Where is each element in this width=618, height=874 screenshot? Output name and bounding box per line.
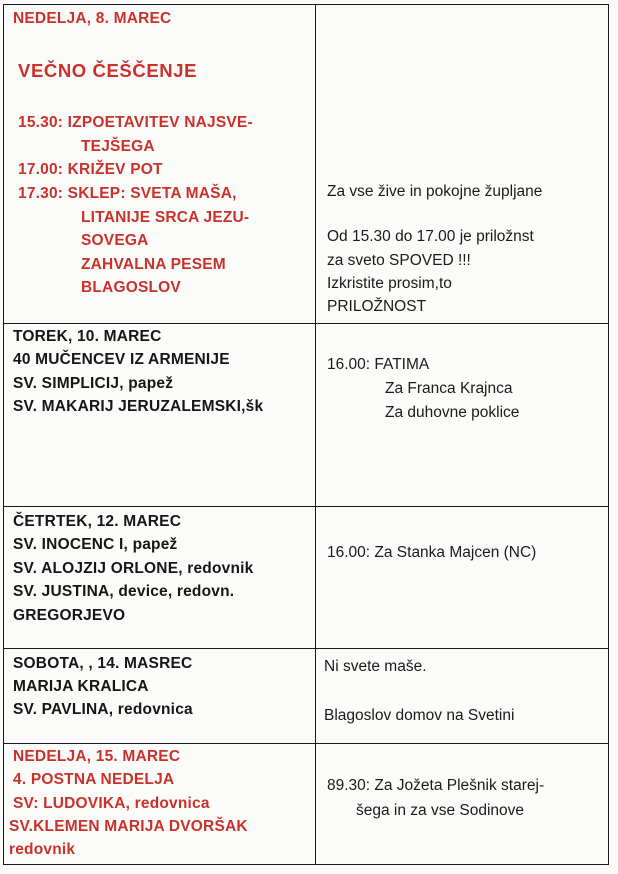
intention-line: 16.00: Za Stanka Majcen (NC): [327, 544, 537, 561]
saint-line: SV: LUDOVIKA, redovnica: [13, 795, 210, 812]
intention-cell: [316, 744, 609, 865]
table-row: [4, 507, 609, 649]
saint-line: SV. INOCENC I, papež: [13, 536, 178, 553]
table-row: [4, 649, 609, 744]
table-row: [4, 744, 609, 865]
schedule-line: ZAHVALNA PESEM: [81, 256, 226, 273]
saint-line: SV.KLEMEN MARIJA DVORŠAK: [9, 818, 248, 835]
intention-line: Blagoslov domov na Svetini: [324, 707, 515, 724]
saint-line: SV. SIMPLICIJ, papež: [13, 375, 174, 392]
intention-line: Za Franca Krajnca: [385, 380, 513, 397]
table-row: [4, 324, 609, 507]
intention-line: Od 15.30 do 17.00 je priložnst: [327, 228, 534, 245]
intention-line: Izkristite prosim,to: [327, 275, 452, 292]
day-heading: TOREK, 10. MAREC: [13, 328, 162, 345]
intention-line: šega in za vse Sodinove: [356, 802, 525, 819]
day-heading: NEDELJA, 8. MAREC: [13, 10, 172, 27]
intention-line: Za vse žive in pokojne župljane: [327, 183, 543, 200]
event-title: VEČNO ČEŠČENJE: [18, 60, 198, 81]
intention-line: 16.00: FATIMA: [327, 356, 430, 373]
day-heading: ČETRTEK, 12. MAREC: [13, 513, 182, 530]
day-cell: [4, 507, 316, 649]
saint-line: SV. ALOJZIJ ORLONE, redovnik: [13, 560, 254, 577]
intention-cell: [316, 507, 609, 649]
intention-cell: [316, 649, 609, 744]
schedule-table: [3, 4, 609, 865]
day-cell: [4, 5, 316, 324]
day-cell: [4, 324, 316, 507]
schedule-line: 15.30: IZPOETAVITEV NAJSVE-: [18, 114, 253, 131]
saint-line: SV. MAKARIJ JERUZALEMSKI,šk: [13, 398, 264, 415]
day-cell: [4, 649, 316, 744]
intention-line: 89.30: Za Jožeta Plešnik starej-: [327, 777, 545, 794]
schedule-line: 17.00: KRIŽEV POT: [18, 161, 163, 178]
saint-line: SV. JUSTINA, device, redovn.: [13, 583, 235, 600]
intention-cell: [316, 5, 609, 324]
saint-line: GREGORJEVO: [13, 607, 126, 624]
schedule-line: TEJŠEGA: [81, 138, 155, 155]
schedule-line: 17.30: SKLEP: SVETA MAŠA,: [18, 185, 237, 202]
intention-cell: [316, 324, 609, 507]
table-row: [4, 5, 609, 324]
day-heading: NEDELJA, 15. MAREC: [13, 748, 181, 765]
intention-line: PRILOŽNOST: [327, 298, 427, 315]
day-cell: [4, 744, 316, 865]
intention-line: Za duhovne poklice: [385, 404, 520, 421]
saint-line: SV. PAVLINA, redovnica: [13, 701, 193, 718]
schedule-line: BLAGOSLOV: [81, 279, 181, 296]
schedule-line: SOVEGA: [81, 232, 149, 249]
intention-line: za sveto SPOVED !!!: [327, 252, 471, 269]
saint-line: redovnik: [9, 841, 76, 858]
saint-line: 40 MUČENCEV IZ ARMENIJE: [13, 351, 230, 368]
schedule-line: LITANIJE SRCA JEZU-: [81, 209, 250, 226]
saint-line: 4. POSTNA NEDELJA: [13, 771, 175, 788]
intention-line: Ni svete maše.: [324, 658, 427, 675]
day-heading: SOBOTA, , 14. MASREC: [13, 655, 193, 672]
saint-line: MARIJA KRALICA: [13, 678, 149, 695]
